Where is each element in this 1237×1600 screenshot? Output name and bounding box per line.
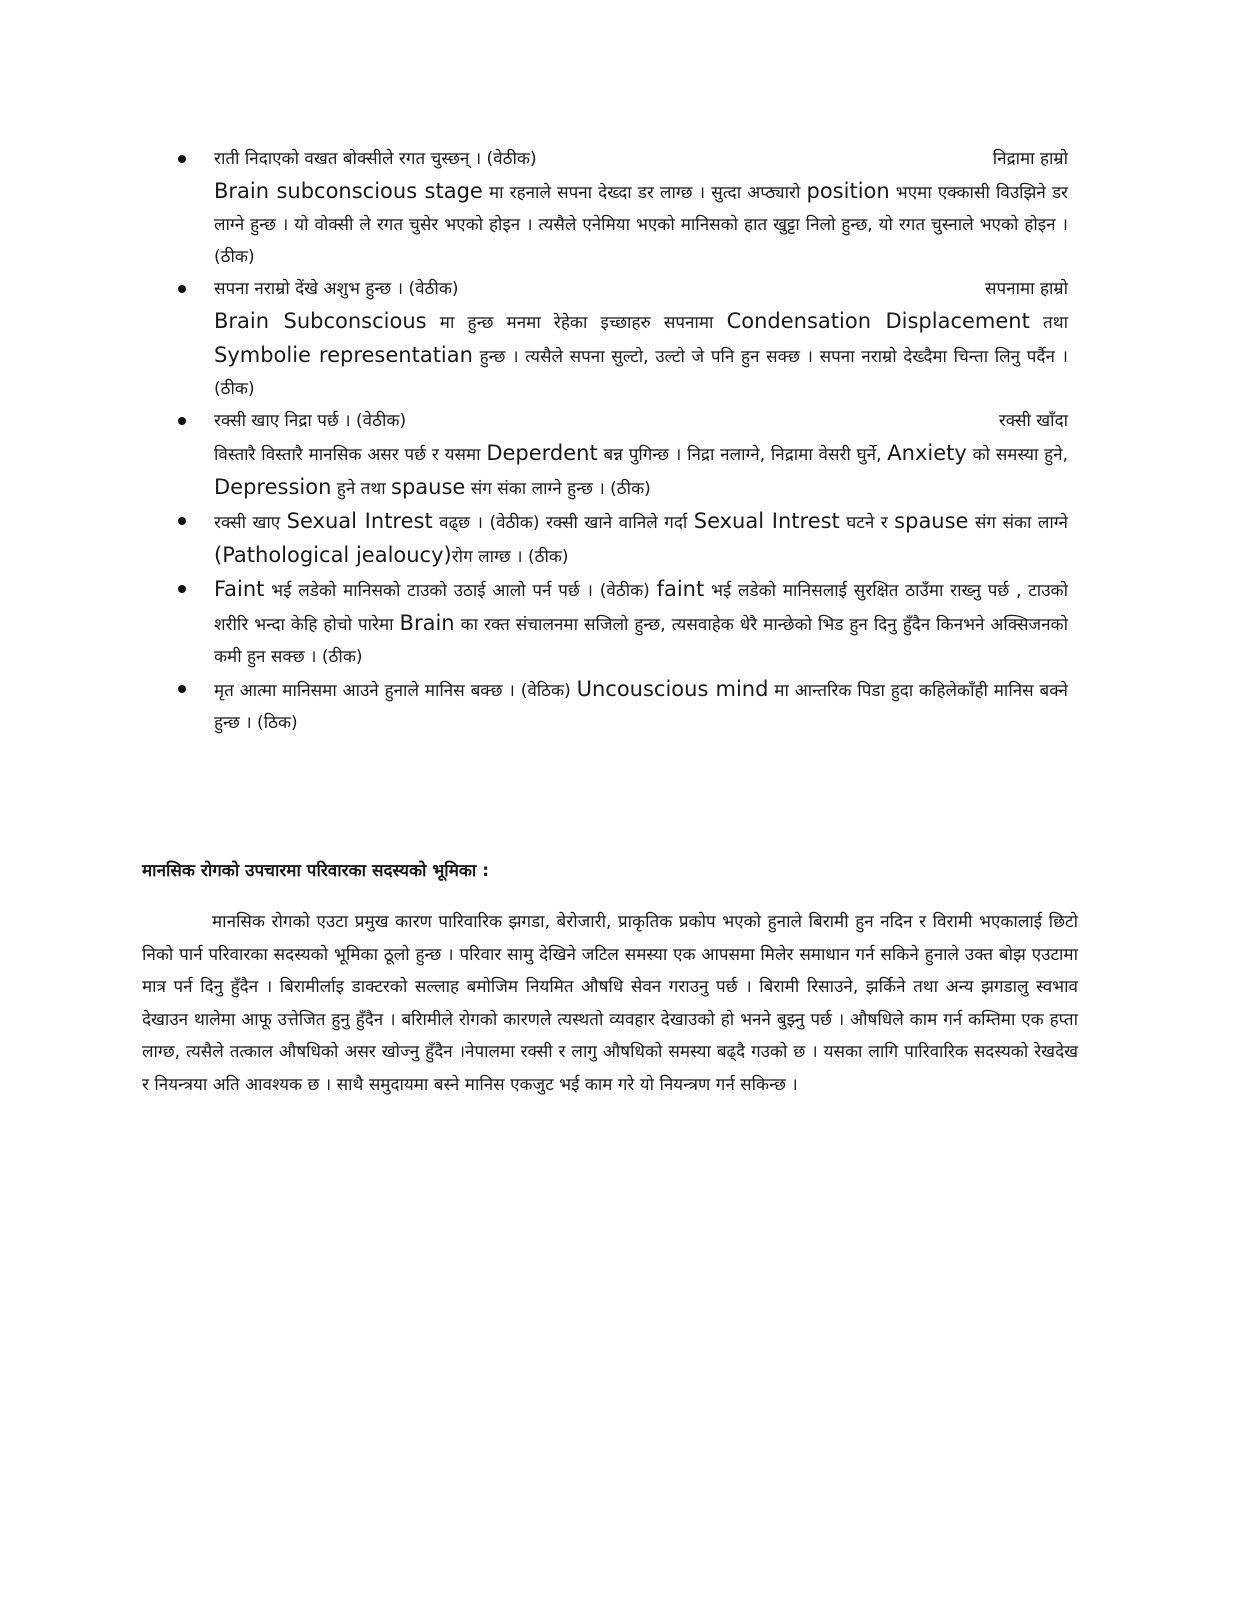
- bullet-myth: सपना नराम्रो देंखे अशुभ हुन्छ । (वेठीक): [214, 279, 459, 299]
- bullet-text-segment: Condensation Displacement: [726, 309, 1030, 333]
- bullet-text-segment: का रक्त संचालनमा सजिलो हुन्छ, त्यसवाहेक धेरै मान्छेको भिड हुन दिनु हुँदैन किनभने अक्सिजनको कमी हुन सक्छ । (ठीक): [214, 615, 1068, 667]
- myths-facts-list: [176, 143, 1068, 739]
- bullet-text-segment: वढ्छ । (वेठीक) रक्सी खाने वानिले गर्दा: [432, 513, 694, 533]
- bullet-text-segment: Brain Subconscious: [214, 309, 427, 333]
- bullet-text-segment: spause: [391, 475, 466, 499]
- bullet-myth: रक्सी खाए निद्रा पर्छ । (वेठीक): [214, 411, 407, 431]
- bullet-text-segment: हुन्छ । त्यसैले सपना सुल्टो, उल्टो जे पनि हुन सक्छ । सपना नराम्रो देख्दैमा चिन्ता लिनु पर्दैन । (ठीक): [214, 347, 1068, 399]
- bullet-first-line: [214, 405, 1068, 437]
- bullet-text-segment: घटने र: [839, 513, 895, 533]
- bullet-text-segment: Uncouscious mind: [576, 677, 769, 701]
- bullet-icon: [178, 285, 186, 293]
- bullet-first-line: [214, 273, 1068, 305]
- list-item: [176, 405, 1068, 505]
- bullet-icon: [178, 517, 186, 525]
- bullet-body: [214, 673, 1068, 739]
- bullet-first-line-end: निद्रामा हाम्रो: [992, 149, 1068, 169]
- section-heading: मानसिक रोगको उपचारमा परिवारका सदस्यको भूमिका :: [142, 861, 490, 881]
- bullet-text-segment: Faint: [214, 577, 265, 601]
- bullet-first-line-end: सपनामा हाम्रो: [985, 279, 1068, 299]
- list-item: [176, 143, 1068, 273]
- bullet-text-segment: संग संका लाग्ने हुन्छ । (ठीक): [465, 479, 651, 499]
- bullet-text-segment: मा रहनाले सपना देख्दा डर लाग्छ । सुत्दा अप्ठ्यारो: [482, 183, 807, 203]
- bullet-text-segment: विस्तारै विस्तारै मानसिक असर पर्छ र यसमा: [214, 445, 487, 465]
- list-item: [176, 273, 1068, 405]
- bullet-first-line: [214, 143, 1068, 175]
- bullet-text-segment: Depression: [214, 475, 332, 499]
- bullet-text-segment: spause: [894, 509, 969, 533]
- bullet-text-segment: रक्सी खाए: [214, 513, 287, 533]
- bullet-text-segment: संग संका लाग्ने: [968, 513, 1068, 533]
- bullet-text-segment: Brain subconscious stage: [214, 179, 483, 203]
- bullet-body: [214, 573, 1068, 673]
- bullet-body: [214, 305, 1068, 405]
- section-paragraph: मानसिक रोगको एउटा प्रमुख कारण पारिवारिक झगडा, बेरोजारी, प्राकृतिक प्रकोप भएको हुनाले बिरामी हुन नदिन र विरामी भएकालाई छिटो निको पार्न परिवारका सदस्यको भूमिका ठूलो हुन्छ । परिवार सामु देखिने जटिल समस्या एक आपसमा मिलेर समाधान गर्न सकिने हुनाले उक्त बोझ एउटामा मात्र पर्न दिनु हुँदैन । बिरामीर्लाइ डाक्टरको सल्लाह बमोजिम नियमित औषधि सेवन गराउनु पर्छ । बिरामी रिसाउने, झर्किने तथा अन्य झगडालु स्वभाव देखाउन थालेमा आफू उत्तेजित हुनु हुँदैन । बरिामीले रोगको कारणले त्यस्थतो व्यवहार देखाउको हो भनने बुझ्नु पर्छ । औषधिले काम गर्न कम्तिमा एक हप्ता लाग्छ, त्यसैले तत्काल औषधिको असर खोज्नु हुँदैन ।नेपालमा रक्सी र लागु औषधिको समस्या बढ्दै गउको छ । यसका लागि पारिवारिक सदस्यको रेखदेख र नियन्त्रया अति आवश्यक छ । साथै समुदायमा बस्ने मानिस एकजुट भई काम गरे यो नियन्त्रण गर्न सकिन्छ ।: [142, 912, 1078, 1095]
- bullet-body: [214, 175, 1068, 273]
- bullet-text-segment: को समस्या हुने,: [966, 445, 1068, 465]
- bullet-first-line-end: रक्सी खाँदा: [998, 411, 1068, 431]
- bullet-text-segment: Symbolie representatian: [214, 343, 473, 367]
- bullet-text-segment: (Pathological jealoucy): [214, 543, 452, 567]
- bullet-text-segment: तथा: [1029, 313, 1068, 333]
- bullet-text-segment: हुने तथा: [331, 479, 392, 499]
- bullet-body: [214, 437, 1068, 505]
- bullet-text-segment: Brain: [399, 611, 455, 635]
- bullet-text-segment: भई लडेको मानिसको टाउको उठाई आलो पर्न पर्छ । (वेठीक): [264, 581, 657, 601]
- bullet-body: [214, 505, 1068, 573]
- bullet-text-segment: भई लडेको मानिसलाई सुरक्षित ठाउँमा राख्नु पर्छ , टाउको शरीरि भन्दा केहि होचो पारेमा: [214, 581, 1068, 635]
- bullet-text-segment: बन्न पुगिन्छ । निद्रा नलाग्ने, निद्रामा वेसरी घुर्ने,: [597, 445, 888, 465]
- bullet-text-segment: भएमा एक्कासी विउझिने डर लाग्ने हुन्छ । यो वोक्सी ले रगत चुसेर भएको होइन । त्यसैले एनेमिया भएको मानिसको हात खुट्टा निलो हुन्छ, यो रगत चुस्नाले भएको होइन । (ठीक): [214, 183, 1068, 267]
- bullet-text-segment: मा आन्तरिक पिडा हुदा कहिलेकाँही मानिस बक्ने हुन्छ । (ठिक): [214, 681, 1068, 733]
- bullet-myth: राती निदाएको वखत बोक्सीले रगत चुस्छन् । (वेठीक): [214, 149, 537, 169]
- bullet-icon: [178, 585, 186, 593]
- bullet-icon: [178, 155, 186, 163]
- bullet-text-segment: मृत आत्मा मानिसमा आउने हुनाले मानिस बक्छ । (वेठिक): [214, 681, 577, 701]
- list-item: [176, 505, 1068, 573]
- bullet-text-segment: मा हुन्छ मनमा रेहेका इच्छाहरु सपनामा: [426, 313, 727, 333]
- bullet-text-segment: faint: [656, 577, 705, 601]
- bullet-text-segment: position: [806, 179, 890, 203]
- bullet-text-segment: Sexual Intrest: [693, 509, 840, 533]
- list-item: [176, 673, 1068, 739]
- bullet-icon: [178, 417, 186, 425]
- list-item: [176, 573, 1068, 673]
- bullet-text-segment: रोग लाग्छ । (ठीक): [451, 547, 569, 567]
- bullet-icon: [178, 685, 186, 693]
- bullet-text-segment: Sexual Intrest: [286, 509, 433, 533]
- bullet-text-segment: Deperdent: [486, 441, 598, 465]
- bullet-text-segment: Anxiety: [887, 441, 967, 465]
